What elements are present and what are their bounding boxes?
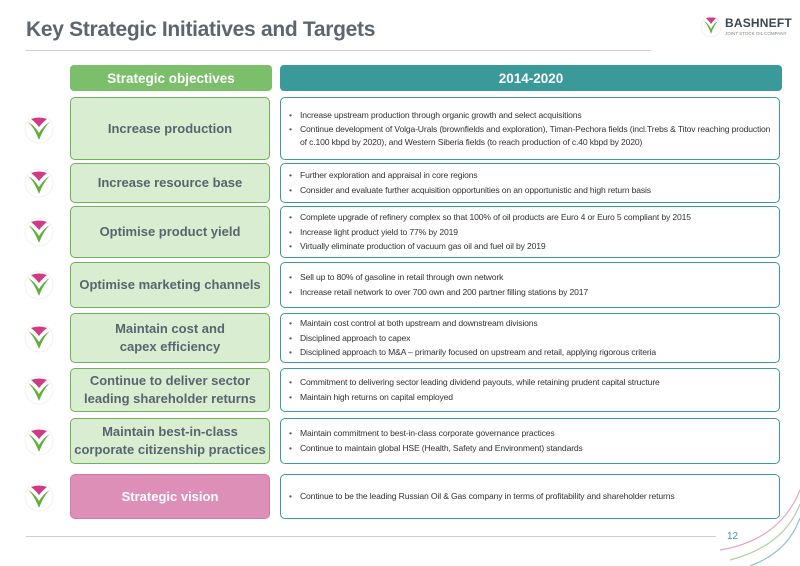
targets-box-4 <box>280 262 780 308</box>
targets-box-5 <box>280 313 780 363</box>
objective-label: Continue to deliver sector leading shareholder returns <box>84 373 256 406</box>
target-item: • Maintain commitment to best-in-class corporate governance practices <box>289 427 771 440</box>
target-item: • Maintain cost control at both upstream and downstream divisions <box>289 317 771 330</box>
objective-4 <box>70 262 270 308</box>
targets-box-6 <box>280 368 780 412</box>
target-item: • Complete upgrade of refinery complex so that 100% of oil products are Euro 4 or Euro 5 compliant by 2015 <box>289 211 771 224</box>
objective-label: Strategic vision <box>121 488 219 504</box>
header-strategic-objectives: Strategic objectives <box>70 65 272 91</box>
objective-label: Increase production <box>107 120 233 136</box>
logo-wordmark: BASHNEFT <box>725 16 792 30</box>
target-item: • Continue to be the leading Russian Oil & Gas company in terms of profitability and shareholder returns <box>289 490 771 503</box>
header-period: 2014-2020 <box>280 65 782 91</box>
target-item: • Increase retail network to over 700 own and 200 partner filling stations by 2017 <box>289 286 771 299</box>
target-item: • Disciplined approach to capex <box>289 332 771 345</box>
objective-2 <box>70 163 270 203</box>
target-item: • Increase light product yield to 77% by 2019 <box>289 226 771 239</box>
bashneft-bullet-icon <box>24 217 54 247</box>
bashneft-bullet-icon <box>24 375 54 405</box>
targets-box-2 <box>280 163 780 203</box>
corner-swoosh-decoration <box>720 470 800 566</box>
bashneft-bullet-icon <box>24 114 54 144</box>
targets-box-8 <box>280 474 780 519</box>
page-title: Key Strategic Initiatives and Targets <box>26 18 376 41</box>
target-item: • Consider and evaluate further acquisition opportunities on an opportunistic and high return basis <box>289 184 771 197</box>
targets-box-1 <box>280 97 780 160</box>
target-item: • Continue to maintain global HSE (Health, Safety and Environment) standards <box>289 442 771 455</box>
targets-box-7 <box>280 418 780 464</box>
objective-3 <box>70 206 270 258</box>
objective-6 <box>70 368 270 412</box>
page-number: 12 <box>727 531 739 542</box>
objective-label: Maintain cost and capex efficiency <box>115 321 225 354</box>
objective-8 <box>70 474 270 519</box>
logo-subtitle: JOINT STOCK OIL COMPANY <box>725 31 787 36</box>
objective-label: Increase resource base <box>97 175 243 190</box>
targets-box-3 <box>280 206 780 258</box>
bashneft-bullet-icon <box>24 270 54 300</box>
logo-icon <box>700 15 722 39</box>
footer-divider <box>26 536 716 537</box>
bashneft-bullet-icon <box>24 426 54 456</box>
objective-label: Optimise product yield <box>99 224 241 239</box>
objective-1 <box>70 97 270 160</box>
target-item: • Continue development of Volga-Urals (brownfields and exploration), Timan-Pechora fields (incl.Trebs & Titov reaching production of c.100 kbpd by 2020), and Western Siberia fields (to reach production of c.40 kbpd by 2020) <box>289 123 771 148</box>
objective-label: Optimise marketing channels <box>79 277 261 292</box>
bashneft-logo <box>700 13 790 43</box>
target-item: • Further exploration and appraisal in core regions <box>289 169 771 182</box>
bashneft-bullet-icon <box>24 482 54 512</box>
target-item: • Virtually eliminate production of vacuum gas oil and fuel oil by 2019 <box>289 240 771 253</box>
target-item: • Sell up to 80% of gasoline in retail through own network <box>289 271 771 284</box>
target-item: • Maintain high returns on capital employed <box>289 391 771 404</box>
objective-5 <box>70 313 270 363</box>
title-divider <box>26 50 651 51</box>
objective-7 <box>70 418 270 464</box>
target-item: • Commitment to delivering sector leading dividend payouts, while retaining prudent capital structure <box>289 376 771 389</box>
target-item: • Increase upstream production through organic growth and select acquisitions <box>289 109 771 122</box>
bashneft-bullet-icon <box>24 168 54 198</box>
bashneft-bullet-icon <box>24 323 54 353</box>
objective-label: Maintain best-in-class corporate citizenship practices <box>74 424 266 457</box>
target-item: • Disciplined approach to M&A – primarily focused on upstream and retail, applying rigorous criteria <box>289 346 771 359</box>
